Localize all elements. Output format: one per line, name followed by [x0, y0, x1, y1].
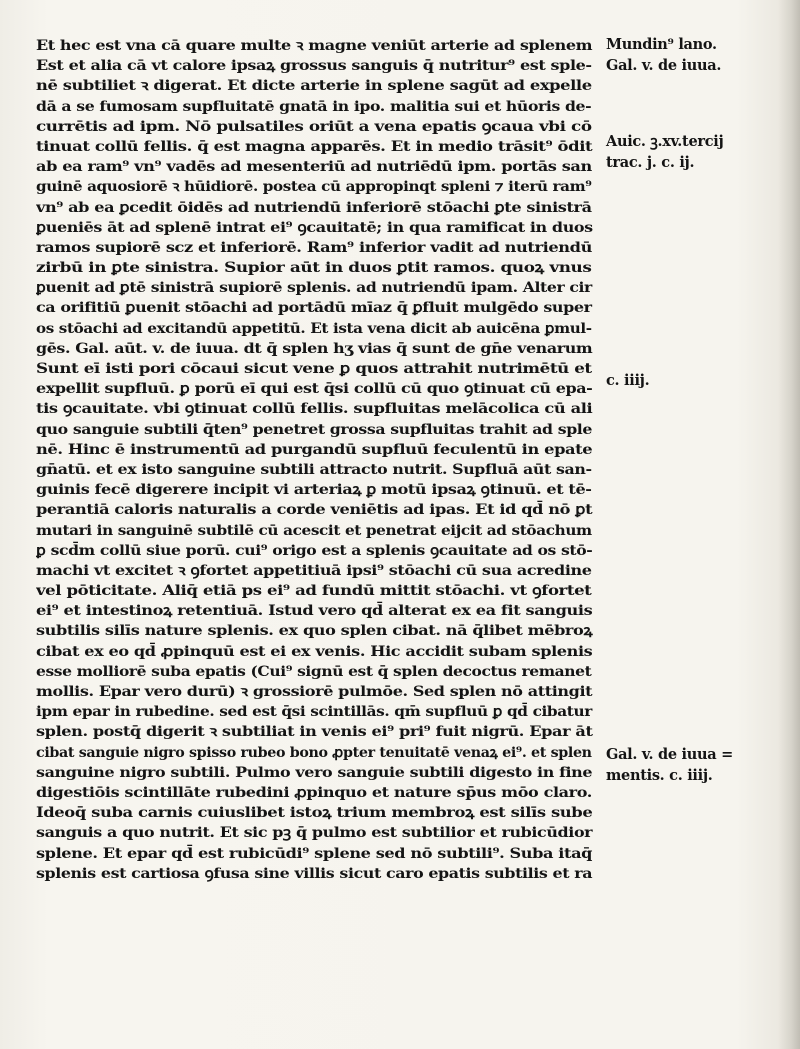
text-line: sanguine nigro subtili. Pulmo vero sanguie subtili digesto in fine	[36, 764, 593, 781]
text-line: vn⁹ ab ea ꝑcedit ōidēs ad nutriendū inferiorē stōachi ꝑte sinistrā	[36, 199, 592, 216]
text-line: gn̄atū. et ex isto sanguine subtili attracto nutrit. Supfluā aūt san-	[36, 461, 592, 478]
text-line: ipm epar in rubedine. sed est q̄si scintillās. qm̄ supfluū ꝑ qd̄ cibatur	[36, 704, 592, 721]
margin-note-line: Mundin⁹ lano.	[606, 36, 717, 53]
text-line: perantiā caloris naturalis a corde veniētis ad ipas. Et id qd̄ nō ꝑt	[36, 502, 593, 519]
text-line: gēs. Gal. aūt. v. de iuua. dt q̄ splen hʒ vias q̄ sunt de gn̄e venarum	[36, 340, 593, 357]
margin-note-line: Gal. v. de iuua =	[606, 746, 733, 763]
text-line: esse molliorē suba epatis (Cui⁹ signū est q̄ splen decoctus remanet	[36, 663, 592, 680]
text-line: ca orifitiū ꝑuenit stōachi ad portādū mīaz q̄ ꝑfluit mulgēdo super	[36, 300, 592, 317]
text-line: Est et alia cā vt calore ipsaꝝ grossus sanguis q̄ nutritur⁹ est sple-	[36, 58, 592, 75]
main-text-column	[36, 36, 596, 884]
text-line: Sunt eī isti pori cōcaui sicut vene ꝑ quos attrahit nutrimētū et	[36, 361, 592, 377]
text-line: machi vt excitet ꝛ ꝯfortet appetitiuā ipsi⁹ stōachi cū sua acredine	[36, 562, 592, 579]
margin-note-galen	[606, 744, 776, 786]
text-line: zirbū in ꝑte sinistra. Supior aūt in duos ꝑtit ramos. quoꝝ vnus	[36, 260, 592, 277]
text-line: tis ꝯcauitate. vbi ꝯtinuat collū fellis. supfluitas melācolica cū ali	[36, 401, 593, 418]
margin-note-line: trac. j. c. ij.	[606, 154, 695, 171]
margin-note-line: Auic. ꝫ.xv.tercij	[606, 133, 724, 150]
text-line: vel pōticitate. Aliq̄ etiā ps ei⁹ ad fundū mittit stōachi. vt ꝯfortet	[36, 583, 592, 600]
text-line: mollis. Epar vero durū) ꝛ grossiorē pulmōe. Sed splen nō attingit	[36, 684, 593, 700]
text-line: nē. Hinc ē instrumentū ad purgandū supfluū feculentū in epate	[36, 441, 593, 458]
text-line: tinuat collū fellis. q̄ est magna apparēs. Et in medio trāsit⁹ ōdit	[36, 138, 593, 155]
text-line: mutari in sanguinē subtilē cū acescit et penetrat eijcit ad stōachum	[36, 522, 592, 539]
margin-note-line: c. iiij.	[606, 372, 650, 389]
text-line: ꝑueniēs āt ad splenē intrat ei⁹ ꝯcauitatē; in qua ramificat in duos	[36, 219, 593, 236]
text-line: cibat ex eo qd̄ ꝓpinquū est ei ex venis. Hic accidit subam splenis	[36, 643, 593, 660]
text-line: dā a se fumosam supfluitatē gnatā in ipo. malitia sui et hūoris de-	[36, 98, 592, 115]
text-line: ab ea ram⁹ vn⁹ vadēs ad mesenteriū ad nutriēdū ipm. portās san	[36, 159, 592, 176]
text-line: ramos supiorē scz et inferiorē. Ram⁹ inferior vadit ad nutriendū	[36, 239, 592, 256]
text-line: expellit supfluū. ꝑ porū eī qui est q̄si collū cū quo ꝯtinuat cū epa-	[36, 381, 593, 398]
margin-note-line: mentis. c. iiij.	[606, 767, 713, 784]
text-line: Et hec est vna cā quare multe ꝛ magne veniūt arterie ad splenem	[36, 38, 593, 54]
text-line: os stōachi ad excitandū appetitū. Et ista vena dicit ab auicēna ꝑmul-	[36, 320, 592, 337]
page-edge-shadow	[778, 0, 800, 1049]
text-line: splenis est cartiosa ꝯfusa sine villis sicut caro epatis subtilis et ra	[36, 865, 593, 882]
text-line: sanguis a quo nutrit. Et sic pꝫ q̄ pulmo est subtilior et rubicūdior	[36, 825, 593, 842]
text-line: guinē aquosiorē ꝛ hūidiorē. postea cū appropinqt spleni ⁊ iterū ram⁹	[36, 179, 592, 196]
text-line: guinis fecē digerere incipit vi arteriaꝝ ꝑ motū ipsaꝝ ꝯtinuū. et tē-	[36, 482, 592, 499]
text-line: quo sanguie subtili q̄ten⁹ penetret grossa supfluitas trahit ad sple	[36, 421, 593, 438]
text-line: ꝑ scd̄m collū siue porū. cui⁹ origo est a splenis ꝯcauitate ad os stō-	[36, 542, 593, 559]
text-line: subtilis silīs nature splenis. ex quo splen cibat. nā q̄libet mēbroꝝ	[36, 623, 593, 640]
text-line: splen. postq̄ digerit ꝛ subtiliat in venis ei⁹ pri⁹ fuit nigrū. Epar āt	[36, 724, 593, 741]
text-line: ꝑuenit ad ꝑtē sinistrā supiorē splenis. ad nutriendū ipam. Alter cir	[36, 280, 592, 297]
margin-note-chapter	[606, 370, 776, 391]
margin-note-mundinus	[606, 34, 776, 76]
text-line: splene. Et epar qd̄ est rubicūdi⁹ splene sed nō subtili⁹. Suba itaq̄	[36, 845, 593, 862]
text-line: cibat sanguie nigro spisso rubeo bono ꝓpter tenuitatē venaꝝ ei⁹. et splen	[36, 744, 592, 761]
text-line: Ideoq̄ suba carnis cuiuslibet istoꝝ trium membroꝝ est silīs sube	[36, 805, 593, 822]
text-line: nē subtiliet ꝛ digerat. Et dicte arterie in splene sagūt ad expelle	[36, 78, 592, 95]
margin-note-line: Gal. v. de iuua.	[606, 57, 722, 74]
margin-note-avicenna	[606, 131, 776, 173]
text-line: currētis ad ipm. Nō pulsatiles oriūt a vena epatis ꝯcaua vbi cō	[36, 118, 592, 135]
text-line: digestiōis scintillāte rubedini ꝓpinquo et nature sp̄us mōo claro.	[36, 784, 592, 801]
text-line: ei⁹ et intestinoꝝ retentiuā. Istud vero qd̄ alterat ex ea fit sanguis	[36, 603, 593, 620]
